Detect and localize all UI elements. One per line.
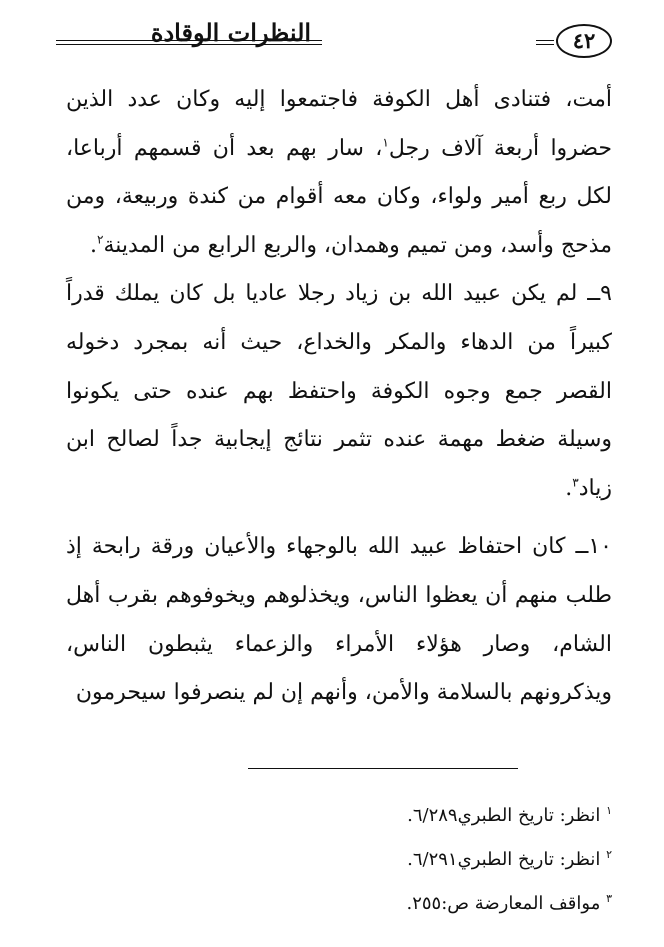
- header-rule-right: [536, 40, 554, 45]
- paragraph-text: أمت، فتنادى أهل الكوفة فاجتمعوا إليه وكان عدد الذين حضروا أربعة آلاف رجل: [66, 87, 612, 161]
- footnote-text: مواقف المعارضة ص:٢٥٥.: [406, 893, 601, 914]
- footnote-item: [66, 882, 612, 926]
- footnote-marker-2: ٢: [97, 232, 104, 247]
- footnote-number: ٢: [606, 848, 612, 861]
- paragraph-continuation: [66, 76, 612, 270]
- footnotes: [66, 794, 612, 926]
- paragraph-text: ، سار بهم بعد أن قسمهم أرباعا، لكل ربع أمير ولواء، وكان معه أقوام من كندة وربيعة، ومن مذحج وأسد، ومن تميم وهمدان، والربع الرابع من المدينة: [66, 135, 613, 258]
- header-rule-left: [56, 40, 124, 45]
- footnote-item: [66, 838, 612, 882]
- footnote-item: [66, 794, 612, 838]
- footnote-number: ١: [606, 804, 612, 817]
- paragraph-text: ١٠ــ كان احتفاظ عبيد الله بالوجهاء والأعيان ورقة رابحة إذ طلب منهم أن يعظوا الناس، ويخذلوهم ويخوفوهم بقرب أهل الشام، وصار هؤلاء الأمراء والزعماء يثبطون الناس، ويذكرونهم بالسلامة والأمن، وأنهم إن لم ينصرفوا سيحرمون: [66, 534, 612, 706]
- footnote-text: انظر: تاريخ الطبري٦/٢٨٩.: [407, 805, 601, 826]
- running-title: النظرات الوقادة: [150, 18, 312, 47]
- paragraph-10: [66, 523, 612, 717]
- paragraph-text: .: [565, 475, 573, 501]
- footnote-marker-1: ١: [382, 135, 389, 150]
- paragraph-gap: [66, 513, 612, 523]
- paragraph-9: [66, 270, 612, 513]
- footnote-marker-3: ٣: [572, 475, 579, 490]
- page-header: [56, 14, 612, 66]
- paragraph-text: ٩ــ لم يكن عبيد الله بن زياد رجلا عاديا بل كان يملك قدراً كبيراً من الدهاء والمكر والخداع، حيث أنه بمجرد دخوله القصر جمع وجوه الكوفة واحتفظ بهم عنده حتى يكونوا وسيلة ضغط مهمة عنده تثمر نتائج إيجابية جداً لصالح ابن زياد: [66, 281, 612, 501]
- body-text: [66, 76, 612, 718]
- footnote-separator: [248, 768, 518, 769]
- footnote-number: ٣: [606, 892, 612, 905]
- paragraph-text: .: [90, 232, 98, 258]
- footnote-text: انظر: تاريخ الطبري٦/٢٩١.: [407, 849, 601, 870]
- page-number: ٤٢: [556, 24, 612, 58]
